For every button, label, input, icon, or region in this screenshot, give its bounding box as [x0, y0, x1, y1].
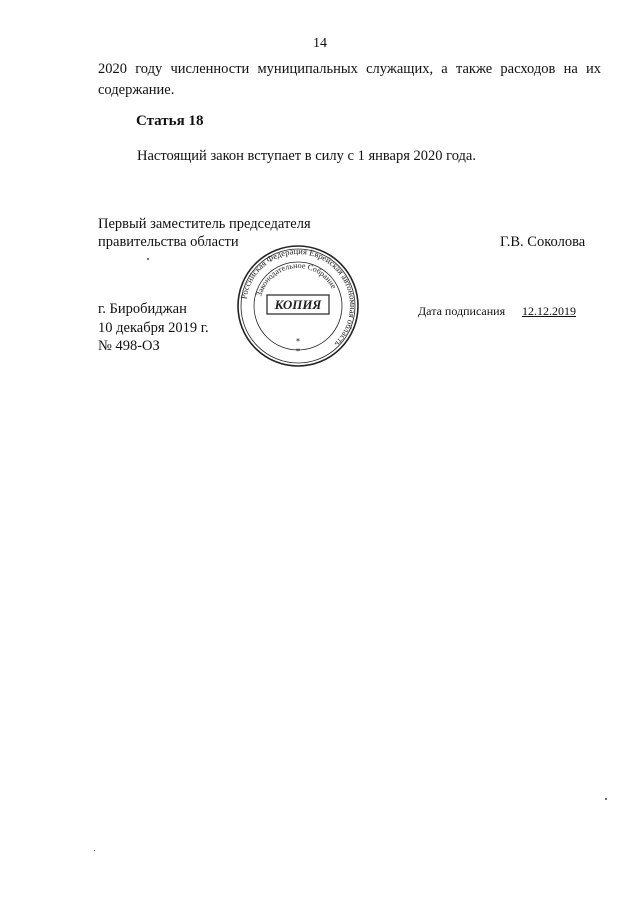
signing-date-value: 12.12.2019 — [522, 304, 576, 318]
speck — [147, 258, 149, 260]
seal-inner-text: Законодательное Собрание — [254, 260, 339, 298]
seal-star-2: * — [296, 347, 300, 356]
seal-outer-text: Российская Федерация Еврейская автономная область — [238, 245, 359, 349]
place-of-signing: г. Биробиджан — [98, 301, 187, 317]
page-number: 14 — [313, 36, 327, 51]
article-title: Статья 18 — [136, 113, 204, 129]
signatory-title-line-1: Первый заместитель председателя — [98, 216, 311, 232]
law-number: № 498-ОЗ — [98, 338, 160, 354]
official-seal — [236, 244, 360, 368]
speck — [605, 798, 607, 800]
seal-graphic — [236, 244, 360, 368]
paragraph-line-2: содержание. — [98, 82, 175, 98]
signing-date-label: Дата подписания — [418, 304, 506, 318]
seal-star-1: * — [296, 337, 300, 346]
article-text: Настоящий закон вступает в силу с 1 января 2020 года. — [137, 148, 476, 164]
law-date: 10 декабря 2019 г. — [98, 320, 209, 336]
speck — [94, 850, 95, 851]
signatory-name: Г.В. Соколова — [500, 234, 586, 250]
signatory-title-line-2: правительства области — [98, 234, 239, 250]
paragraph-continuation — [98, 59, 601, 101]
seal-center-text: КОПИЯ — [274, 297, 322, 312]
paragraph-line-1: 2020 году численности муниципальных служащих, а также расходов на их — [98, 61, 601, 77]
